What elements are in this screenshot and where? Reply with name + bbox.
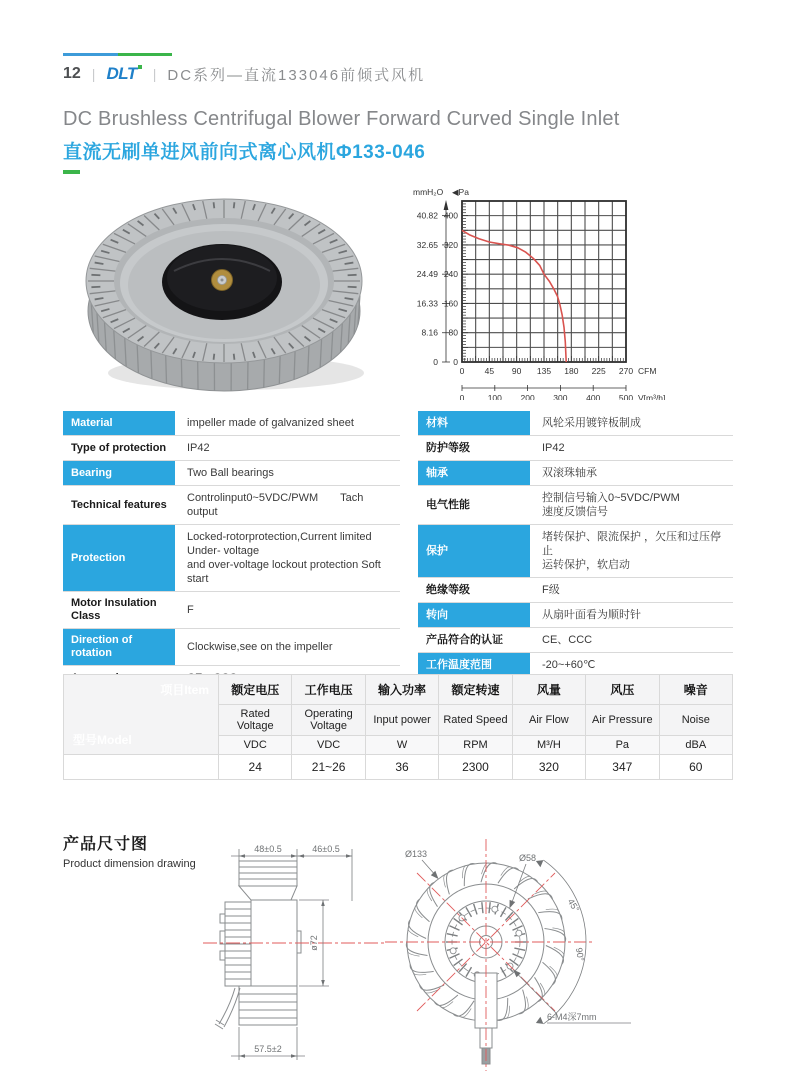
spec-row-value [532,486,733,524]
model-data-row [64,755,733,780]
spec-row-label: 保护 [418,525,530,577]
svg-text:45: 45 [484,366,495,376]
title-green-dash [63,170,80,174]
spec-value-line: 运转保护，软启动 [542,559,630,571]
spec-row-label: Motor Insulation Class [71,597,157,622]
spec-value-line: Clockwise,see on the impeller [187,641,333,653]
spec-row [63,629,400,666]
dim-diameter-72: ø72 [309,935,319,951]
spec-row-label: Direction of rotation [63,629,175,665]
model-value-cell: 320 [512,755,585,780]
spec-value-line: 堵转保护、限流保护 ，欠压和过压停止 [542,531,722,557]
model-value-cell: 60 [659,755,732,780]
spec-row-label: 产品符合的认证 [426,633,503,646]
model-col-header-cn: 工作电压 [292,675,365,705]
dim-width-top: 48±0.5 [254,844,282,854]
spec-row [418,603,733,628]
spec-value-line: -20~+60℃ [542,659,596,671]
front-view-drawing [385,823,650,1073]
svg-text:270: 270 [618,366,634,376]
svg-text:500: 500 [618,393,634,400]
model-col-unit: VDC [292,736,365,755]
spec-row-value [177,411,400,435]
header-series-title: DC系列—直流133046前倾式风机 [167,66,426,84]
model-table [63,674,733,780]
model-col-header-en: Air Flow [512,705,585,736]
model-col-header-cn: 额定电压 [219,675,292,705]
svg-text:300: 300 [553,393,568,400]
spec-value-line: 速度反馈信号 [542,506,608,518]
spec-row-label: Protection [63,525,175,591]
model-col-header-en: Rated Voltage [219,705,292,736]
spec-row-value [177,629,400,665]
spec-row-label: 绝缘等级 [426,583,470,596]
spec-row [418,486,733,525]
model-col-unit: VDC [219,736,292,755]
model-col-header-en: Rated Speed [439,705,512,736]
model-col-unit: dBA [659,736,732,755]
svg-text:16.33: 16.33 [416,298,438,309]
svg-text:400: 400 [586,393,601,400]
spec-value-line: 从扇叶面看为顺时针 [542,609,641,621]
dim-width-bottom: 57.5±2 [254,1044,282,1054]
model-col-header-en: Operating Voltage [292,705,365,736]
svg-text:160: 160 [443,298,458,309]
svg-text:◀Pa: ◀Pa [452,187,469,197]
spec-row [63,411,400,436]
brand-logo-text: DLT [106,64,137,83]
dim-diameter-58: Ø58 [519,853,537,863]
svg-text:0: 0 [453,357,458,367]
page-title-cn: 直流无刷单进风前向式离心风机Φ133-046 [63,142,426,163]
spec-row-value [532,461,733,485]
svg-text:135: 135 [536,366,552,376]
spec-row-value [532,436,733,460]
dimension-title-en: Product dimension drawing [63,858,196,870]
side-view-svg [195,828,395,1068]
model-value-cell: 36 [365,755,438,780]
front-view-svg [385,823,650,1073]
spec-row-value [177,592,400,628]
svg-text:320: 320 [443,239,458,250]
brand-logo [106,64,141,84]
side-view-drawing [195,828,395,1068]
spec-value-line: IP42 [187,442,210,454]
model-value-cell: 347 [586,755,659,780]
svg-text:8.16: 8.16 [421,327,438,338]
spec-row-value [532,525,733,577]
spec-row [418,461,733,486]
model-col-header-cn: 噪音 [659,675,732,705]
corner-model-label: 型号Model [73,733,132,747]
dim-angle-90: 90° [573,946,587,963]
model-col-header-cn: 风量 [512,675,585,705]
model-col-unit: W [365,736,438,755]
dim-angle-45: 45° [565,896,582,914]
accent-line-green [118,53,172,56]
svg-text:80: 80 [448,327,458,338]
svg-text:90: 90 [511,366,522,376]
header-separator: | [91,66,96,82]
spec-row-label: 材料 [418,411,530,435]
spec-value-line: 控制信号输入0~5VDC/PWM [542,492,680,504]
corner-item-label: 项目Item [160,683,209,697]
svg-text:0: 0 [433,357,438,367]
spec-value-line: F [187,604,194,616]
spec-value-line: 双滚珠轴承 [542,467,597,479]
spec-row [418,436,733,461]
accent-line-blue [63,53,118,56]
spec-row [418,525,733,578]
spec-row-value [177,436,400,460]
product-photo [58,185,393,400]
model-col-header-cn: 额定转速 [439,675,512,705]
dim-mounting-holes: 6-M4深7mm [547,1012,597,1022]
page-header [63,62,425,86]
header-accent-line [63,53,172,56]
svg-text:225: 225 [591,366,606,376]
svg-text:mmH₂O: mmH₂O [413,187,444,197]
model-name-cell: DLT-F133046D024 [64,755,219,780]
spec-row-label: 电气性能 [426,498,470,511]
model-col-header-en: Air Pressure [586,705,659,736]
model-col-header-en: Noise [659,705,732,736]
spec-value-line: Locked-rotorprotection,Current limited Under- voltage [187,531,372,557]
spec-row-value [177,461,400,485]
spec-row [63,592,400,629]
spec-row-value [532,411,733,435]
svg-text:CFM: CFM [638,366,657,376]
spec-row-label: 工作温度范围 [418,653,530,677]
svg-text:32.65: 32.65 [416,239,438,250]
svg-text:240: 240 [443,269,458,280]
spec-row [63,461,400,486]
spec-row [418,578,733,603]
model-corner-cell [64,675,219,755]
spec-row-label: Bearing [63,461,175,485]
svg-text:40.82: 40.82 [416,210,438,221]
blower-photo-illustration [58,185,393,400]
page-title-en: DC Brushless Centrifugal Blower Forward Curved Single Inlet [63,108,620,130]
model-col-header-en: Input power [365,705,438,736]
model-spec-table [63,674,733,780]
spec-row-value [532,628,733,652]
spec-table-cn [418,411,733,678]
model-header-row-cn [64,675,733,705]
spec-value-line: and over-voltage lockout protection Soft start [187,559,381,585]
svg-text:400: 400 [443,210,458,221]
performance-chart [405,185,745,400]
spec-value-line: Two Ball bearings [187,467,274,479]
spec-value-line: impeller made of galvanized sheet [187,417,354,429]
svg-text:200: 200 [520,393,535,400]
spec-row-label: Technical features [71,498,167,511]
svg-text:100: 100 [487,393,502,400]
spec-row [418,628,733,653]
svg-text:0: 0 [459,366,465,376]
spec-value-line: 风轮采用镀锌板制成 [542,417,641,429]
model-value-cell: 24 [219,755,292,780]
header-separator: | [152,66,157,82]
brand-logo-green-mark [138,65,142,69]
spec-row-label: 转向 [418,603,530,627]
dimension-title-cn: 产品尺寸图 [63,836,149,853]
dim-diameter-133: Ø133 [405,849,428,859]
svg-text:180: 180 [564,366,579,376]
spec-value-line: IP42 [542,442,565,454]
model-col-header-cn: 风压 [586,675,659,705]
model-col-unit: M³/H [512,736,585,755]
spec-row [418,411,733,436]
spec-row [63,486,400,525]
model-value-cell: 2300 [439,755,512,780]
dim-width-inlet: 46±0.5 [312,844,340,854]
spec-row-label: 轴承 [418,461,530,485]
spec-row [63,436,400,461]
model-col-unit: Pa [586,736,659,755]
spec-row-value [532,603,733,627]
spec-row-value [177,486,400,524]
spec-row-value [177,525,400,591]
model-col-unit: RPM [439,736,512,755]
spec-row-label: Type of protection [71,441,167,454]
dimension-section-title [63,831,196,870]
svg-text:0: 0 [459,393,465,400]
spec-table-en [63,411,400,716]
model-value-cell: 21~26 [292,755,365,780]
spec-value-line: CE、CCC [542,634,593,646]
page-number: 12 [63,65,81,82]
spec-row-label: Material [63,411,175,435]
svg-text:V[m³/h]: V[m³/h] [638,393,666,400]
spec-value-line: F级 [542,584,560,596]
model-col-header-cn: 输入功率 [365,675,438,705]
pressure-flow-chart [405,185,745,400]
spec-row-label: 防护等级 [426,441,470,454]
svg-text:24.49: 24.49 [416,269,438,280]
spec-row [63,525,400,592]
spec-value-line: Controlinput0~5VDC/PWM Tach output [187,492,364,518]
spec-row-value [532,578,733,602]
